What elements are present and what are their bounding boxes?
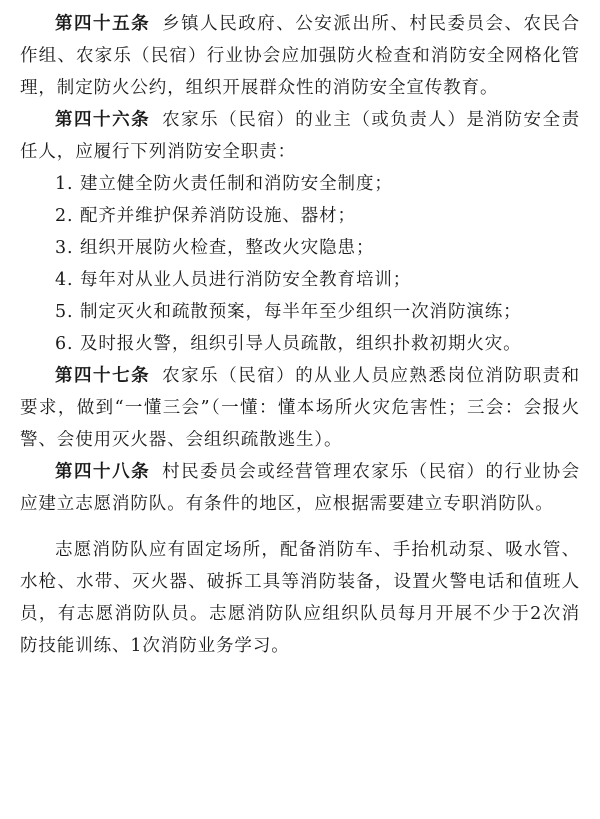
article-text: 村民委员会或经营管理农家乐（民宿）的行业协会应建立志愿消防队。有条件的地区，应根据需要建立专职消防队。 (20, 462, 580, 514)
article-46 (20, 104, 580, 168)
list-item: 3. 组织开展防火检查，整改火灾隐患； (55, 238, 375, 258)
article-number: 第四十五条 (55, 14, 151, 34)
list-item: 4. 每年对从业人员进行消防安全教育培训； (55, 270, 412, 290)
list-item: 5. 制定灭火和疏散预案，每半年至少组织一次消防演练； (55, 302, 522, 322)
list-item: 2. 配齐并维护保养消防设施、器材； (55, 206, 356, 226)
article-45 (20, 8, 580, 104)
article-text: 农家乐（民宿）的业主（或负责人）是消防安全责任人，应履行下列消防安全职责： (20, 110, 580, 162)
article-48 (20, 456, 580, 520)
list-item: 1. 建立健全防火责任制和消防安全制度； (55, 174, 393, 194)
paragraph-spacer (20, 520, 580, 534)
article-number: 第四十六条 (55, 110, 151, 130)
article-text: 乡镇人民政府、公安派出所、村民委员会、农民合作组、农家乐（民宿）行业协会应加强防火检查和消防安全网格化管理，制定防火公约，组织开展群众性的消防安全宣传教育。 (20, 14, 580, 98)
article-number: 第四十八条 (55, 462, 151, 482)
article-48-continued (20, 534, 580, 662)
article-number: 第四十七条 (55, 366, 151, 386)
article-text: 农家乐（民宿）的从业人员应熟悉岗位消防职责和要求，做到“一懂三会”（一懂：懂本场所火灾危害性；三会：会报火警、会使用灭火器、会组织疏散逃生）。 (20, 366, 580, 450)
list-item: 6. 及时报火警，组织引导人员疏散，组织扑救初期火灾。 (55, 334, 522, 354)
article-47 (20, 360, 580, 456)
article-text: 志愿消防队应有固定场所，配备消防车、手抬机动泵、吸水管、水枪、水带、灭火器、破拆工具等消防装备，设置火警电话和值班人员，有志愿消防队员。志愿消防队应组织队员每月开展不少于2次消防技能训练、1次消防业务学习。 (20, 540, 580, 656)
